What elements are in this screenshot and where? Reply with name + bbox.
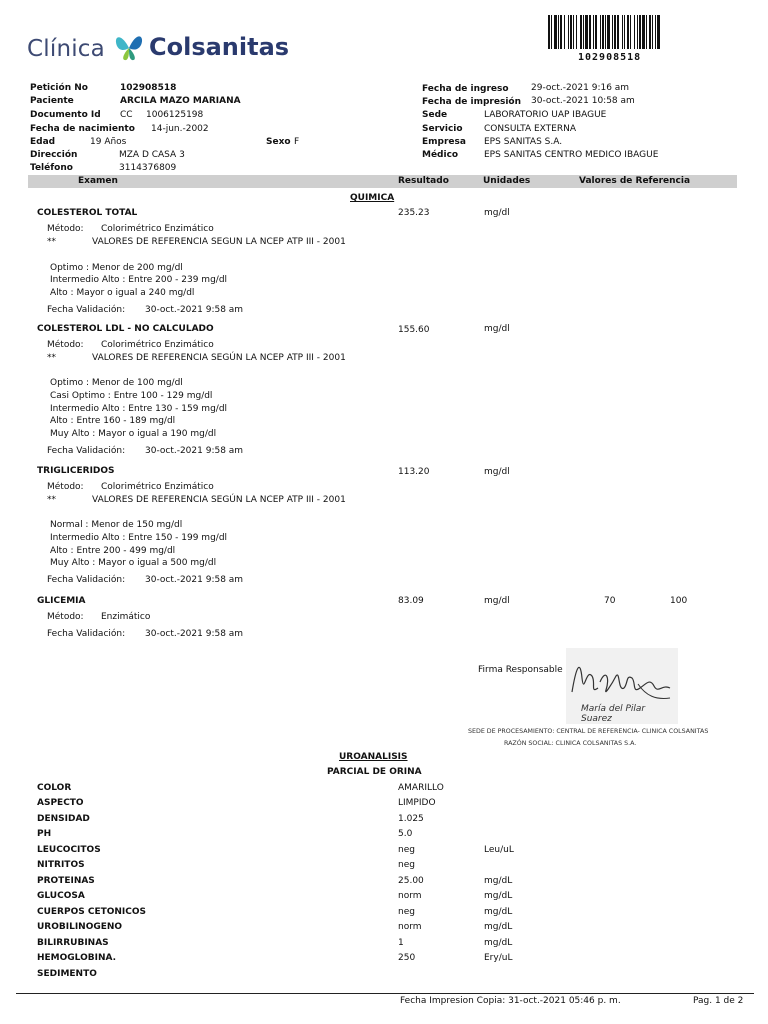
uro-test-name: CUERPOS CETONICOS [37, 907, 147, 917]
uro-test-name: PH [37, 829, 52, 839]
uro-test-name: UROBILINOGENO [37, 922, 123, 932]
parcial-orina-subtitle: PARCIAL DE ORINA [327, 767, 422, 777]
footer-print-copy: Fecha Impresion Copia: 31-oct.-2021 05:46 p. m. [400, 996, 621, 1006]
validation-value: 30-oct.-2021 9:58 am [145, 446, 244, 456]
sede-value: LABORATORIO UAP IBAGUE [484, 110, 607, 120]
glicemia-ref-low: 70 [604, 596, 616, 606]
validation-label: Fecha Validación: [47, 446, 126, 456]
barcode-bar [660, 15, 662, 49]
uro-test-result: 250 [398, 953, 416, 963]
uro-test-result: norm [398, 891, 422, 901]
method-value: Colorimétrico Enzimático [101, 340, 214, 350]
peticion-label: Petición No [30, 83, 88, 93]
trigliceridos-result: 113.20 [398, 467, 430, 477]
method-label: Método: [47, 482, 84, 492]
ref-range-line: Intermedio Alto : Entre 200 - 239 mg/dl [50, 275, 228, 285]
medico-label: Médico [422, 150, 459, 160]
ref-range-line: Casi Optimo : Entre 100 - 129 mg/dl [50, 391, 213, 401]
test-glicemia: GLICEMIA [37, 596, 86, 606]
uro-test-name: COLOR [37, 783, 72, 793]
ref-note: VALORES DE REFERENCIA SEGÚN LA NCEP ATP III - 2001 [92, 353, 346, 363]
col-examen: Examen [78, 176, 118, 186]
signature-image [566, 648, 678, 724]
sexo-label: Sexo [266, 137, 291, 147]
barcode-number: 102908518 [578, 52, 642, 63]
telefono-label: Teléfono [30, 163, 73, 173]
uro-test-name: SEDIMENTO [37, 969, 97, 979]
method-label: Método: [47, 340, 84, 350]
trigliceridos-unit: mg/dl [484, 467, 510, 477]
uro-test-name: GLUCOSA [37, 891, 85, 901]
direccion-value: MZA D CASA 3 [119, 150, 185, 160]
logo-clinica-text: Clínica [27, 36, 105, 62]
glicemia-result: 83.09 [398, 596, 424, 606]
uro-test-result: AMARILLO [398, 783, 444, 793]
colesterol-ldl-unit: mg/dl [484, 324, 510, 334]
paciente-label: Paciente [30, 96, 74, 106]
uro-test-unit: Ery/uL [484, 953, 513, 963]
barcode [548, 15, 662, 49]
method-value: Enzimático [101, 612, 151, 622]
ref-range-line: Muy Alto : Mayor o igual a 500 mg/dl [50, 558, 217, 568]
ref-range-line: Normal : Menor de 150 mg/dl [50, 520, 183, 530]
sede-procesamiento: SEDE DE PROCESAMIENTO: CENTRAL DE REFERENCIA- CLINICA COLSANITAS [468, 728, 709, 735]
uro-test-name: DENSIDAD [37, 814, 90, 824]
ref-range-line: Intermedio Alto : Entre 130 - 159 mg/dl [50, 404, 228, 414]
validation-label: Fecha Validación: [47, 575, 126, 585]
uro-test-result: LIMPIDO [398, 798, 436, 808]
uro-test-name: NITRITOS [37, 860, 85, 870]
servicio-label: Servicio [422, 124, 463, 134]
razon-social: RAZÓN SOCIAL: CLINICA COLSANITAS S.A. [504, 740, 637, 747]
ref-range-line: Alto : Entre 160 - 189 mg/dl [50, 416, 176, 426]
uro-test-unit: mg/dL [484, 891, 513, 901]
ref-note: VALORES DE REFERENCIA SEGÚN LA NCEP ATP III - 2001 [92, 495, 346, 505]
colesterol-total-unit: mg/dl [484, 208, 510, 218]
method-label: Método: [47, 224, 84, 234]
sexo-value: F [294, 137, 300, 147]
uro-test-result: 25.00 [398, 876, 424, 886]
signature-name: María del Pilar Suarez [581, 704, 646, 724]
documento-label: Documento Id [30, 110, 101, 120]
col-referencia: Valores de Referencia [579, 176, 691, 186]
glicemia-unit: mg/dl [484, 596, 510, 606]
direccion-label: Dirección [30, 150, 78, 160]
impresion-value: 30-oct.-2021 10:58 am [531, 96, 635, 106]
validation-label: Fecha Validación: [47, 629, 126, 639]
ref-range-line: Alto : Entre 200 - 499 mg/dl [50, 546, 176, 556]
method-value: Colorimétrico Enzimático [101, 482, 214, 492]
method-value: Colorimétrico Enzimático [101, 224, 214, 234]
ref-range-line: Optimo : Menor de 200 mg/dl [50, 263, 183, 273]
section-quimica-title: QUIMICA [350, 193, 395, 203]
uro-test-name: PROTEINAS [37, 876, 95, 886]
sede-label: Sede [422, 110, 448, 120]
paciente-value: ARCILA MAZO MARIANA [120, 96, 241, 106]
uro-test-name: HEMOGLOBINA. [37, 953, 117, 963]
colsanitas-butterfly-icon [111, 28, 147, 64]
colesterol-ldl-result: 155.60 [398, 325, 430, 335]
edad-value: 19 Años [90, 137, 127, 147]
uro-test-result: 1.025 [398, 814, 424, 824]
uro-test-result: norm [398, 922, 422, 932]
firma-label: Firma Responsable [478, 665, 563, 675]
test-colesterol-ldl: COLESTEROL LDL - NO CALCULADO [37, 324, 214, 334]
ingreso-label: Fecha de ingreso [422, 84, 509, 94]
uro-test-result: neg [398, 845, 415, 855]
empresa-label: Empresa [422, 137, 466, 147]
footer-divider [16, 993, 754, 994]
nacimiento-value: 14-jun.-2002 [151, 124, 209, 134]
edad-label: Edad [30, 137, 56, 147]
ingreso-value: 29-oct.-2021 9:16 am [531, 83, 630, 93]
medico-value: EPS SANITAS CENTRO MEDICO IBAGUE [484, 150, 659, 160]
uro-test-unit: mg/dL [484, 907, 513, 917]
ref-note: VALORES DE REFERENCIA SEGUN LA NCEP ATP III - 2001 [92, 237, 346, 247]
ref-stars: ** [47, 353, 56, 363]
validation-value: 30-oct.-2021 9:58 am [145, 629, 244, 639]
documento-value: 1006125198 [146, 110, 204, 120]
method-label: Método: [47, 612, 84, 622]
uro-test-result: neg [398, 907, 415, 917]
footer-page-number: Pag. 1 de 2 [693, 996, 744, 1006]
section-uroanalisis-title: UROANALISIS [339, 752, 408, 762]
test-colesterol-total: COLESTEROL TOTAL [37, 208, 138, 218]
impresion-label: Fecha de impresión [422, 97, 521, 107]
uro-test-name: ASPECTO [37, 798, 84, 808]
uro-test-unit: Leu/uL [484, 845, 514, 855]
test-trigliceridos: TRIGLICERIDOS [37, 466, 115, 476]
uro-test-name: BILIRRUBINAS [37, 938, 109, 948]
uro-test-name: LEUCOCITOS [37, 845, 101, 855]
uro-test-unit: mg/dL [484, 876, 513, 886]
ref-stars: ** [47, 495, 56, 505]
validation-value: 30-oct.-2021 9:58 am [145, 575, 244, 585]
ref-stars: ** [47, 237, 56, 247]
documento-type: CC [120, 110, 133, 120]
col-resultado: Resultado [398, 176, 449, 186]
servicio-value: CONSULTA EXTERNA [484, 124, 577, 134]
ref-range-line: Alto : Mayor o igual a 240 mg/dl [50, 288, 195, 298]
uro-test-result: 1 [398, 938, 404, 948]
nacimiento-label: Fecha de nacimiento [30, 124, 135, 134]
colesterol-total-result: 235.23 [398, 208, 430, 218]
glicemia-ref-high: 100 [670, 596, 688, 606]
validation-label: Fecha Validación: [47, 305, 126, 315]
telefono-value: 3114376809 [119, 163, 177, 173]
peticion-value: 102908518 [120, 83, 177, 93]
ref-range-line: Intermedio Alto : Entre 150 - 199 mg/dl [50, 533, 228, 543]
empresa-value: EPS SANITAS S.A. [484, 137, 563, 147]
uro-test-unit: mg/dL [484, 922, 513, 932]
col-unidades: Unidades [483, 176, 531, 186]
uro-test-result: 5.0 [398, 829, 413, 839]
ref-range-line: Muy Alto : Mayor o igual a 190 mg/dl [50, 429, 217, 439]
validation-value: 30-oct.-2021 9:58 am [145, 305, 244, 315]
ref-range-line: Optimo : Menor de 100 mg/dl [50, 378, 183, 388]
logo-colsanitas-text: Colsanitas [149, 33, 290, 61]
results-table-header [28, 175, 737, 188]
uro-test-unit: mg/dL [484, 938, 513, 948]
uro-test-result: neg [398, 860, 415, 870]
